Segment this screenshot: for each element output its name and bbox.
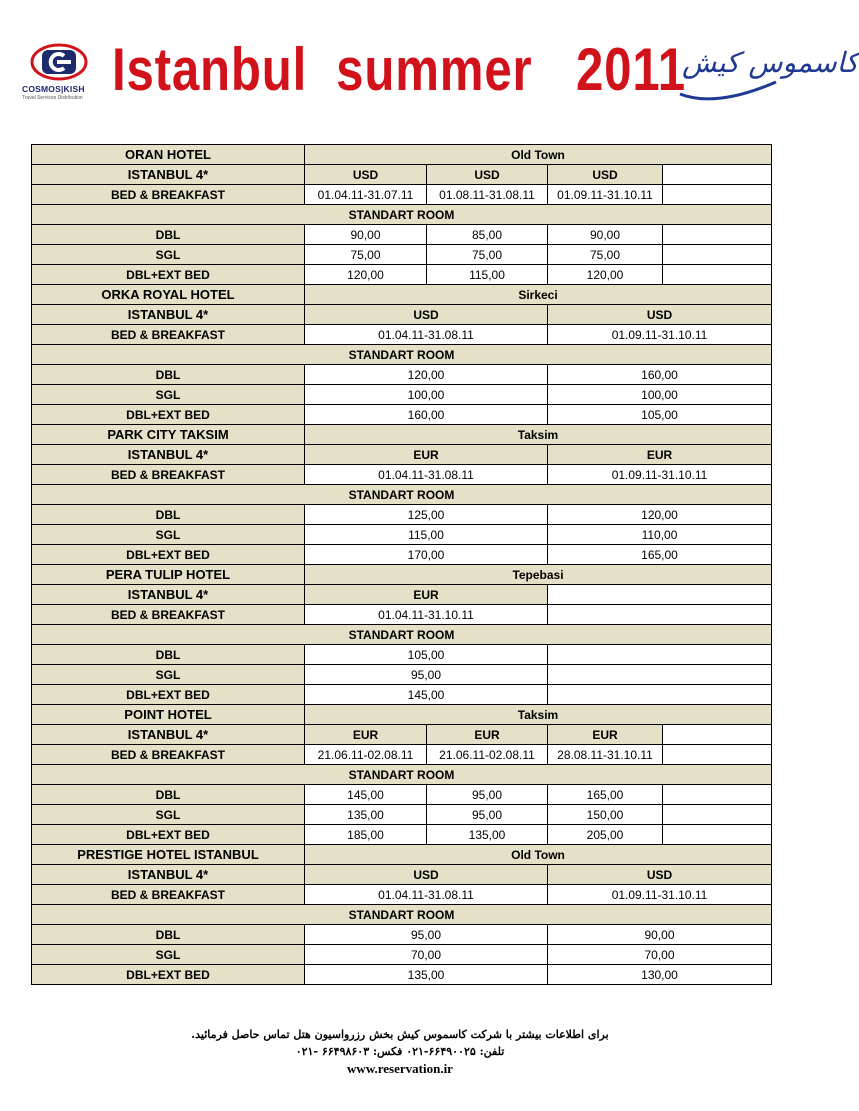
period-row — [32, 605, 772, 625]
period-cell: 01.04.11-31.07.11 — [305, 185, 427, 205]
dbl-ext-bed-rate-value: 145,00 — [305, 685, 548, 705]
empty-cell — [663, 265, 772, 285]
room-type-row — [32, 625, 772, 645]
dbl-rate-value: 145,00 — [305, 785, 427, 805]
period-cell: 21.06.11-02.08.11 — [427, 745, 548, 765]
dbl-rate-value: 105,00 — [305, 645, 548, 665]
currency-cell: USD — [305, 305, 548, 325]
sgl-rate-value: 75,00 — [427, 245, 548, 265]
period-row — [32, 185, 772, 205]
currency-cell: EUR — [548, 445, 772, 465]
hotel-category: ISTANBUL 4* — [32, 445, 305, 465]
room-type-label: STANDART ROOM — [32, 625, 772, 645]
currency-row — [32, 165, 772, 185]
empty-cell — [548, 685, 772, 705]
dbl-rate-label: DBL — [32, 645, 305, 665]
dbl-ext-bed-rate-label: DBL+EXT BED — [32, 685, 305, 705]
dbl-ext-bed-rate-value: 135,00 — [305, 965, 548, 985]
dbl-rate-label: DBL — [32, 925, 305, 945]
sgl-rate-row — [32, 945, 772, 965]
hotel-name-row — [32, 425, 772, 445]
board-type-label: BED & BREAKFAST — [32, 325, 305, 345]
hotel-category: ISTANBUL 4* — [32, 165, 305, 185]
currency-cell: EUR — [548, 725, 663, 745]
dbl-rate-value: 120,00 — [548, 505, 772, 525]
room-type-row — [32, 905, 772, 925]
footer-phone-fax: تلفن: ۶۶۴۹۰۰۲۵-۰۲۱ فکس: ۶۶۴۹۸۶۰۳ -۰۲۱ — [295, 1045, 505, 1058]
currency-cell: EUR — [427, 725, 548, 745]
footer-website-link[interactable]: www.reservation.ir — [347, 1061, 453, 1076]
sgl-rate-value: 135,00 — [305, 805, 427, 825]
logo-brand-text: COSMOS|KISH — [22, 84, 85, 94]
dbl-ext-bed-rate-value: 120,00 — [305, 265, 427, 285]
empty-cell — [548, 645, 772, 665]
sgl-rate-label: SGL — [32, 385, 305, 405]
hotel-name: POINT HOTEL — [32, 705, 305, 725]
room-type-label: STANDART ROOM — [32, 905, 772, 925]
board-type-label: BED & BREAKFAST — [32, 465, 305, 485]
room-type-label: STANDART ROOM — [32, 765, 772, 785]
dbl-rate-value: 165,00 — [548, 785, 663, 805]
hotel-name-row — [32, 285, 772, 305]
sgl-rate-label: SGL — [32, 525, 305, 545]
empty-cell — [548, 605, 772, 625]
room-type-row — [32, 345, 772, 365]
sgl-rate-value: 150,00 — [548, 805, 663, 825]
logo-tagline: Travel Services Distribution — [22, 95, 83, 101]
sgl-rate-value: 70,00 — [548, 945, 772, 965]
empty-cell — [663, 185, 772, 205]
dbl-rate-value: 85,00 — [427, 225, 548, 245]
sgl-rate-label: SGL — [32, 665, 305, 685]
sgl-rate-label: SGL — [32, 805, 305, 825]
period-cell: 01.09.11-31.10.11 — [548, 885, 772, 905]
empty-cell — [663, 165, 772, 185]
empty-cell — [663, 785, 772, 805]
dbl-ext-bed-rate-value: 135,00 — [427, 825, 548, 845]
dbl-ext-bed-rate-value: 130,00 — [548, 965, 772, 985]
room-type-label: STANDART ROOM — [32, 345, 772, 365]
dbl-rate-row — [32, 225, 772, 245]
currency-row — [32, 865, 772, 885]
dbl-ext-bed-rate-value: 165,00 — [548, 545, 772, 565]
dbl-ext-bed-rate-row — [32, 685, 772, 705]
sgl-rate-row — [32, 245, 772, 265]
dbl-rate-row — [32, 365, 772, 385]
sgl-rate-value: 95,00 — [305, 665, 548, 685]
hotel-rates-table — [31, 144, 772, 985]
dbl-rate-label: DBL — [32, 225, 305, 245]
dbl-ext-bed-rate-value: 115,00 — [427, 265, 548, 285]
dbl-rate-value: 120,00 — [305, 365, 548, 385]
hotel-location: Old Town — [305, 145, 772, 165]
empty-cell — [663, 225, 772, 245]
dbl-rate-row — [32, 925, 772, 945]
dbl-rate-row — [32, 505, 772, 525]
board-type-label: BED & BREAKFAST — [32, 185, 305, 205]
dbl-rate-value: 90,00 — [548, 925, 772, 945]
currency-cell: USD — [548, 165, 663, 185]
currency-cell: USD — [548, 305, 772, 325]
currency-row — [32, 305, 772, 325]
room-type-row — [32, 765, 772, 785]
hotel-location: Sirkeci — [305, 285, 772, 305]
dbl-ext-bed-rate-label: DBL+EXT BED — [32, 265, 305, 285]
currency-cell: USD — [305, 865, 548, 885]
dbl-ext-bed-rate-value: 185,00 — [305, 825, 427, 845]
sgl-rate-label: SGL — [32, 245, 305, 265]
footer-info-text: برای اطلاعات بیشتر با شرکت کاسموس کیش بخش رزرواسیون هتل تماس حاصل فرمائید. — [191, 1028, 609, 1041]
sgl-rate-value: 110,00 — [548, 525, 772, 545]
sgl-rate-value: 100,00 — [305, 385, 548, 405]
sgl-rate-value: 100,00 — [548, 385, 772, 405]
dbl-ext-bed-rate-row — [32, 965, 772, 985]
dbl-rate-value: 125,00 — [305, 505, 548, 525]
empty-cell — [548, 665, 772, 685]
dbl-rate-value: 90,00 — [548, 225, 663, 245]
dbl-ext-bed-rate-value: 160,00 — [305, 405, 548, 425]
hotel-category: ISTANBUL 4* — [32, 305, 305, 325]
currency-cell: USD — [427, 165, 548, 185]
cosmos-kish-logo — [14, 40, 104, 110]
period-row — [32, 465, 772, 485]
room-type-row — [32, 205, 772, 225]
hotel-name: ORAN HOTEL — [32, 145, 305, 165]
currency-row — [32, 445, 772, 465]
sgl-rate-row — [32, 665, 772, 685]
empty-cell — [663, 745, 772, 765]
sgl-rate-value: 95,00 — [427, 805, 548, 825]
persian-logo-text: کاسموس کیش — [682, 46, 859, 79]
currency-cell: EUR — [305, 585, 548, 605]
sgl-rate-label: SGL — [32, 945, 305, 965]
sgl-rate-row — [32, 385, 772, 405]
dbl-ext-bed-rate-value: 120,00 — [548, 265, 663, 285]
period-cell: 01.04.11-31.08.11 — [305, 885, 548, 905]
page-header — [0, 0, 859, 120]
hotel-name: ORKA ROYAL HOTEL — [32, 285, 305, 305]
dbl-rate-row — [32, 785, 772, 805]
dbl-rate-value: 90,00 — [305, 225, 427, 245]
dbl-rate-label: DBL — [32, 505, 305, 525]
currency-cell: EUR — [305, 445, 548, 465]
contact-footer — [0, 1026, 800, 1077]
hotel-location: Taksim — [305, 705, 772, 725]
sgl-rate-value: 115,00 — [305, 525, 548, 545]
period-cell: 01.04.11-31.10.11 — [305, 605, 548, 625]
sgl-rate-value: 70,00 — [305, 945, 548, 965]
dbl-rate-value: 95,00 — [305, 925, 548, 945]
dbl-ext-bed-rate-value: 105,00 — [548, 405, 772, 425]
dbl-ext-bed-rate-label: DBL+EXT BED — [32, 825, 305, 845]
board-type-label: BED & BREAKFAST — [32, 605, 305, 625]
dbl-rate-label: DBL — [32, 365, 305, 385]
period-cell: 28.08.11-31.10.11 — [548, 745, 663, 765]
period-cell: 01.08.11-31.08.11 — [427, 185, 548, 205]
board-type-label: BED & BREAKFAST — [32, 885, 305, 905]
empty-cell — [663, 725, 772, 745]
currency-cell: EUR — [305, 725, 427, 745]
hotel-name-row — [32, 145, 772, 165]
currency-cell: USD — [305, 165, 427, 185]
hotel-location: Taksim — [305, 425, 772, 445]
currency-row — [32, 725, 772, 745]
sgl-rate-row — [32, 525, 772, 545]
dbl-ext-bed-rate-row — [32, 405, 772, 425]
dbl-ext-bed-rate-value: 170,00 — [305, 545, 548, 565]
period-cell: 01.04.11-31.08.11 — [305, 325, 548, 345]
dbl-ext-bed-rate-label: DBL+EXT BED — [32, 405, 305, 425]
sgl-rate-row — [32, 805, 772, 825]
sgl-rate-value: 75,00 — [548, 245, 663, 265]
dbl-ext-bed-rate-row — [32, 545, 772, 565]
empty-cell — [663, 245, 772, 265]
hotel-category: ISTANBUL 4* — [32, 585, 305, 605]
hotel-location: Old Town — [305, 845, 772, 865]
hotel-location: Tepebasi — [305, 565, 772, 585]
hotel-name: PERA TULIP HOTEL — [32, 565, 305, 585]
board-type-label: BED & BREAKFAST — [32, 745, 305, 765]
room-type-row — [32, 485, 772, 505]
page-title: Istanbul summer 2011 — [112, 36, 686, 103]
currency-row — [32, 585, 772, 605]
period-row — [32, 325, 772, 345]
empty-cell — [663, 805, 772, 825]
hotel-name: PARK CITY TAKSIM — [32, 425, 305, 445]
period-row — [32, 885, 772, 905]
hotel-name-row — [32, 705, 772, 725]
persian-brand-logo — [676, 44, 859, 106]
period-cell: 21.06.11-02.08.11 — [305, 745, 427, 765]
period-cell: 01.09.11-31.10.11 — [548, 465, 772, 485]
dbl-ext-bed-rate-row — [32, 265, 772, 285]
dbl-ext-bed-rate-value: 205,00 — [548, 825, 663, 845]
hotel-category: ISTANBUL 4* — [32, 725, 305, 745]
period-cell: 01.09.11-31.10.11 — [548, 185, 663, 205]
dbl-ext-bed-rate-label: DBL+EXT BED — [32, 545, 305, 565]
empty-cell — [663, 825, 772, 845]
sgl-rate-value: 75,00 — [305, 245, 427, 265]
dbl-rate-label: DBL — [32, 785, 305, 805]
cosmos-logo-icon — [30, 42, 88, 82]
dbl-rate-row — [32, 645, 772, 665]
dbl-ext-bed-rate-row — [32, 825, 772, 845]
hotel-category: ISTANBUL 4* — [32, 865, 305, 885]
currency-cell: USD — [548, 865, 772, 885]
room-type-label: STANDART ROOM — [32, 205, 772, 225]
dbl-rate-value: 95,00 — [427, 785, 548, 805]
logo-swoosh-icon — [676, 74, 780, 104]
hotel-name: PRESTIGE HOTEL ISTANBUL — [32, 845, 305, 865]
empty-cell — [548, 585, 772, 605]
period-cell: 01.09.11-31.10.11 — [548, 325, 772, 345]
hotel-name-row — [32, 845, 772, 865]
room-type-label: STANDART ROOM — [32, 485, 772, 505]
dbl-ext-bed-rate-label: DBL+EXT BED — [32, 965, 305, 985]
dbl-rate-value: 160,00 — [548, 365, 772, 385]
period-cell: 01.04.11-31.08.11 — [305, 465, 548, 485]
period-row — [32, 745, 772, 765]
hotel-name-row — [32, 565, 772, 585]
